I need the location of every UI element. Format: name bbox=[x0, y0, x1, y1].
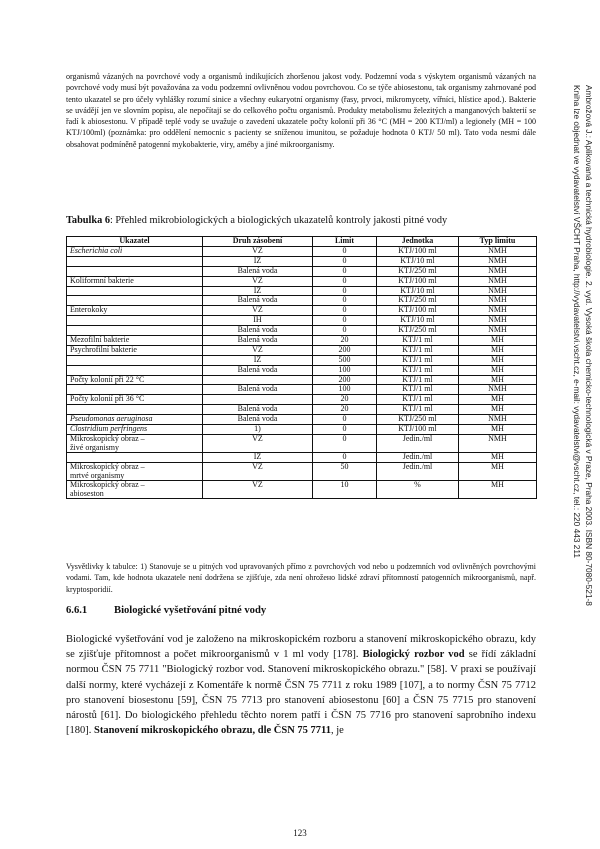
header-ukazatel: Ukazatel bbox=[67, 237, 203, 247]
cell-ukazatel bbox=[67, 463, 203, 481]
cell-jednotka: KTJ/100 ml bbox=[377, 276, 459, 286]
cell-ukazatel-line-1: Psychrofilní bakterie bbox=[70, 344, 137, 354]
cell-ukazatel bbox=[67, 395, 203, 405]
cell-typ-limitu: MH bbox=[459, 395, 537, 405]
cell-limit: 0 bbox=[313, 415, 377, 425]
table-row bbox=[67, 256, 537, 266]
table-row bbox=[67, 375, 537, 385]
page-number: 123 bbox=[293, 828, 307, 838]
cell-typ-limitu: MH bbox=[459, 336, 537, 346]
cell-ukazatel-line-1: Enterokoky bbox=[70, 305, 108, 315]
table-caption-label: Tabulka 6 bbox=[66, 215, 110, 226]
table-header-row bbox=[67, 237, 537, 247]
cell-ukazatel bbox=[67, 266, 203, 276]
body-text-2: se řídí základní normou ČSN 75 7711 "Biologický rozbor vod. Stanovení mikroskopického obrazu." [58]. V praxi se používají další normy, které vycházejí z Komentáře k normě ČSN 75 7711 z roku 1989 [107], a to normy ČSN 75 7712 pro stanovení biosestonu [59], ČSN 75 7713 pro stanovení abiosestonu [60] a ČSN 75 7715 pro stanovení nárostů [61]. Do biologického přehledu těchto norem patří i ČSN 75 7716 pro stanovení saprobního indexu [180]. bbox=[66, 649, 536, 737]
cell-ukazatel-line-1: Mikroskopický obraz – bbox=[70, 462, 145, 471]
table-row bbox=[67, 326, 537, 336]
cell-typ-limitu: MH bbox=[459, 405, 537, 415]
cell-limit: 0 bbox=[313, 425, 377, 435]
cell-ukazatel-line-2: živé organismy bbox=[70, 442, 119, 452]
cell-typ-limitu: NMH bbox=[459, 256, 537, 266]
cell-typ-limitu: NMH bbox=[459, 266, 537, 276]
cell-ukazatel-line-1: Mezofilní bakterie bbox=[70, 335, 130, 345]
side-note bbox=[553, 85, 595, 725]
cell-typ-limitu: NMH bbox=[459, 385, 537, 395]
cell-druh-zasobeni: Balená voda bbox=[203, 365, 313, 375]
cell-limit: 10 bbox=[313, 481, 377, 499]
cell-ukazatel bbox=[67, 355, 203, 365]
cell-typ-limitu: NMH bbox=[459, 276, 537, 286]
cell-ukazatel bbox=[67, 365, 203, 375]
cell-jednotka: KTJ/1 ml bbox=[377, 365, 459, 375]
cell-jednotka: Jedin./ml bbox=[377, 463, 459, 481]
cell-limit: 200 bbox=[313, 345, 377, 355]
cell-typ-limitu: NMH bbox=[459, 247, 537, 257]
cell-typ-limitu: MH bbox=[459, 365, 537, 375]
header-typ-limitu: Typ limitu bbox=[459, 237, 537, 247]
cell-jednotka: KTJ/1 ml bbox=[377, 336, 459, 346]
table-row bbox=[67, 434, 537, 452]
cell-jednotka: KTJ/100 ml bbox=[377, 247, 459, 257]
cell-jednotka: KTJ/10 ml bbox=[377, 316, 459, 326]
cell-jednotka: KTJ/100 ml bbox=[377, 306, 459, 316]
table-row bbox=[67, 247, 537, 257]
cell-jednotka: KTJ/250 ml bbox=[377, 296, 459, 306]
table-row bbox=[67, 355, 537, 365]
table-row bbox=[67, 425, 537, 435]
cell-typ-limitu: MH bbox=[459, 355, 537, 365]
table-row bbox=[67, 306, 537, 316]
cell-typ-limitu: NMH bbox=[459, 296, 537, 306]
intro-paragraph: organismů vázaných na povrchové vody a organismů indikujících zhoršenou jakost vody. Podzemní voda s výskytem organismů vázaných na povrchové vody musí být považována za vodu podzemní ovlivněnou vodou povrchovou. Co se týče abiosestonu, tak organismy zahrnované pod tento ukazatel se pro účely vyhlášky rozumí sinice a všechny eukaryotní organismy (řasy, prvoci, mikromycety, vířníci, hlístice apod.). Bakterie se uvádějí jen ve slovním popisu, ale nepočítají se do celkového počtu organismů. Produkty metabolismu železitých a manganových bakterií se řadí k abiosestonu. V případě teplé vody se uvažuje o zavedení ukazatele počty kolonií při 36 °C (MH = 200 KTJ/ml) a legionely (MH = 100 KTJ/100ml) (poznámka: pro oddělení nemocnic s pacienty se sníženou imunitou, se požaduje hodnota 0 KTJ/ 50 ml). Tato voda nesmí dále obsahovat podmíněně patogenní mykobakterie, viry, améby a jiné mikroorganismy. bbox=[66, 72, 536, 149]
cell-jednotka: KTJ/1 ml bbox=[377, 355, 459, 365]
cell-ukazatel bbox=[67, 247, 203, 257]
cell-druh-zasobeni: IH bbox=[203, 316, 313, 326]
cell-druh-zasobeni: Balená voda bbox=[203, 385, 313, 395]
table-row bbox=[67, 463, 537, 481]
cell-typ-limitu: NMH bbox=[459, 286, 537, 296]
indicator-table bbox=[66, 236, 537, 499]
cell-limit: 100 bbox=[313, 385, 377, 395]
cell-limit: 0 bbox=[313, 247, 377, 257]
table-row bbox=[67, 365, 537, 375]
cell-druh-zasobeni: IZ bbox=[203, 453, 313, 463]
cell-druh-zasobeni: VZ bbox=[203, 481, 313, 499]
cell-jednotka: KTJ/1 ml bbox=[377, 395, 459, 405]
cell-jednotka: KTJ/1 ml bbox=[377, 375, 459, 385]
cell-typ-limitu: NMH bbox=[459, 316, 537, 326]
cell-typ-limitu: NMH bbox=[459, 306, 537, 316]
cell-druh-zasobeni: 1) bbox=[203, 425, 313, 435]
cell-jednotka: KTJ/250 ml bbox=[377, 326, 459, 336]
cell-ukazatel-line-1: Clostridium perfringens bbox=[70, 424, 148, 434]
header-jednotka: Jednotka bbox=[377, 237, 459, 247]
cell-jednotka: KTJ/10 ml bbox=[377, 256, 459, 266]
cell-jednotka: Jedin./ml bbox=[377, 453, 459, 463]
cell-ukazatel bbox=[67, 481, 203, 499]
table-row bbox=[67, 296, 537, 306]
table-caption bbox=[66, 215, 546, 226]
section-heading bbox=[66, 605, 536, 616]
cell-limit: 0 bbox=[313, 286, 377, 296]
table-body bbox=[67, 247, 537, 499]
cell-typ-limitu: MH bbox=[459, 463, 537, 481]
cell-ukazatel bbox=[67, 286, 203, 296]
cell-typ-limitu: MH bbox=[459, 345, 537, 355]
cell-limit: 0 bbox=[313, 434, 377, 452]
table-row bbox=[67, 336, 537, 346]
cell-jednotka: Jedin./ml bbox=[377, 434, 459, 452]
cell-ukazatel bbox=[67, 316, 203, 326]
cell-limit: 20 bbox=[313, 395, 377, 405]
cell-jednotka: KTJ/10 ml bbox=[377, 286, 459, 296]
cell-ukazatel-line-1: Koliformní bakterie bbox=[70, 275, 134, 285]
cell-ukazatel-line-1: Počty kolonií při 36 °C bbox=[70, 394, 145, 404]
cell-jednotka: KTJ/100 ml bbox=[377, 425, 459, 435]
cell-druh-zasobeni: VZ bbox=[203, 463, 313, 481]
cell-druh-zasobeni: VZ bbox=[203, 247, 313, 257]
cell-ukazatel-line-1: Počty kolonií při 22 °C bbox=[70, 374, 145, 384]
cell-ukazatel bbox=[67, 336, 203, 346]
table-row bbox=[67, 286, 537, 296]
cell-ukazatel bbox=[67, 375, 203, 385]
cell-ukazatel bbox=[67, 276, 203, 286]
cell-jednotka: KTJ/1 ml bbox=[377, 405, 459, 415]
cell-limit: 0 bbox=[313, 256, 377, 266]
cell-druh-zasobeni: VZ bbox=[203, 276, 313, 286]
cell-druh-zasobeni: Balená voda bbox=[203, 296, 313, 306]
cell-druh-zasobeni: VZ bbox=[203, 434, 313, 452]
cell-jednotka: % bbox=[377, 481, 459, 499]
cell-druh-zasobeni: IZ bbox=[203, 355, 313, 365]
cell-typ-limitu: NMH bbox=[459, 415, 537, 425]
table-row bbox=[67, 316, 537, 326]
cell-limit: 20 bbox=[313, 405, 377, 415]
table-notes: Vysvětlivky k tabulce: 1) Stanovuje se u pitných vod upravovaných přímo z povrchových vod nebo u podzemních vod ovlivněných povrchovými vodami. Tam, kde hodnota ukazatele není dodržena se zjišťuje, zda není ohrožено lidské zdraví přítomností patogenních mikroorganismů, např. kryptosporidií. bbox=[66, 562, 536, 594]
cell-ukazatel bbox=[67, 256, 203, 266]
cell-druh-zasobeni: IZ bbox=[203, 286, 313, 296]
cell-typ-limitu: MH bbox=[459, 375, 537, 385]
cell-limit: 0 bbox=[313, 276, 377, 286]
cell-limit: 0 bbox=[313, 316, 377, 326]
cell-limit: 20 bbox=[313, 336, 377, 346]
table-row bbox=[67, 345, 537, 355]
cell-druh-zasobeni: Balená voda bbox=[203, 336, 313, 346]
cell-limit: 100 bbox=[313, 365, 377, 375]
cell-limit: 0 bbox=[313, 296, 377, 306]
cell-druh-zasobeni: Balená voda bbox=[203, 415, 313, 425]
header-druh-zasobeni: Druh zásobení bbox=[203, 237, 313, 247]
cell-ukazatel bbox=[67, 345, 203, 355]
cell-typ-limitu: NMH bbox=[459, 434, 537, 452]
cell-typ-limitu: MH bbox=[459, 425, 537, 435]
cell-ukazatel-line-1: Mikroskopický obraz – bbox=[70, 433, 145, 443]
body-text-3: , je bbox=[330, 725, 344, 737]
cell-limit: 500 bbox=[313, 355, 377, 365]
section-title: Biologické vyšetřování pitné vody bbox=[114, 605, 267, 616]
body-text-1: Biologické vyšetřování vod je založeno na mikroskopickém rozboru a stanovení mikroskopického obrazu, kdy se zjišťuje přítomnost a počet mikroorganismů v 1 ml vody [178]. bbox=[66, 634, 536, 661]
cell-limit: 0 bbox=[313, 453, 377, 463]
side-note-line-1: Ambrožová J.: Aplikovaná a technická hydrobiologie. 2. vyd. Vysoká škola chemicko-technologická v Praze, Praha 2003. ISBN 80-7080-521-8 bbox=[584, 85, 594, 606]
cell-druh-zasobeni: Balená voda bbox=[203, 266, 313, 276]
cell-typ-limitu: NMH bbox=[459, 326, 537, 336]
body-paragraph bbox=[66, 632, 536, 738]
cell-ukazatel bbox=[67, 434, 203, 452]
cell-druh-zasobeni: Balená voda bbox=[203, 326, 313, 336]
cell-ukazatel bbox=[67, 425, 203, 435]
cell-druh-zasobeni: VZ bbox=[203, 306, 313, 316]
cell-ukazatel-line-2: mrtvé organismy bbox=[70, 470, 125, 480]
cell-limit: 0 bbox=[313, 266, 377, 276]
cell-limit: 0 bbox=[313, 306, 377, 316]
cell-limit: 200 bbox=[313, 375, 377, 385]
cell-typ-limitu: MH bbox=[459, 453, 537, 463]
cell-ukazatel bbox=[67, 306, 203, 316]
cell-jednotka: KTJ/250 ml bbox=[377, 415, 459, 425]
table-caption-text: : Přehled mikrobiologických a biologických ukazatelů kontroly jakosti pitné vody bbox=[109, 215, 448, 226]
cell-druh-zasobeni: Balená voda bbox=[203, 405, 313, 415]
body-bold-2: Stanovení mikroskopického obrazu, dle ČSN 75 7711 bbox=[94, 725, 331, 737]
cell-jednotka: KTJ/1 ml bbox=[377, 385, 459, 395]
table-row bbox=[67, 276, 537, 286]
cell-ukazatel-line-1: Escherichia coli bbox=[70, 246, 123, 255]
cell-ukazatel-line-1: Pseudomonas aeruginosa bbox=[70, 414, 153, 424]
header-limit: Limit bbox=[313, 237, 377, 247]
cell-limit: 50 bbox=[313, 463, 377, 481]
cell-ukazatel-line-1: Mikroskopický obraz – bbox=[70, 480, 145, 490]
cell-druh-zasobeni: VZ bbox=[203, 345, 313, 355]
side-note-line-2: Kniha lze objednat ve vydavatelství VŠCHT Praha, http://vydavatelstvi.vscht.cz, e-mail: vydavatelstvi@vscht.cz, tel.: 220 443 211 bbox=[572, 85, 582, 558]
section-number: 6.6.1 bbox=[66, 605, 88, 616]
cell-limit: 0 bbox=[313, 326, 377, 336]
table-row bbox=[67, 266, 537, 276]
cell-ukazatel-line-2: abioseston bbox=[70, 488, 104, 498]
body-bold-1: Biologický rozbor vod bbox=[362, 649, 465, 661]
cell-typ-limitu: MH bbox=[459, 481, 537, 499]
table-row bbox=[67, 481, 537, 499]
table-row bbox=[67, 395, 537, 405]
cell-jednotka: KTJ/250 ml bbox=[377, 266, 459, 276]
cell-jednotka: KTJ/1 ml bbox=[377, 345, 459, 355]
cell-druh-zasobeni: IZ bbox=[203, 256, 313, 266]
